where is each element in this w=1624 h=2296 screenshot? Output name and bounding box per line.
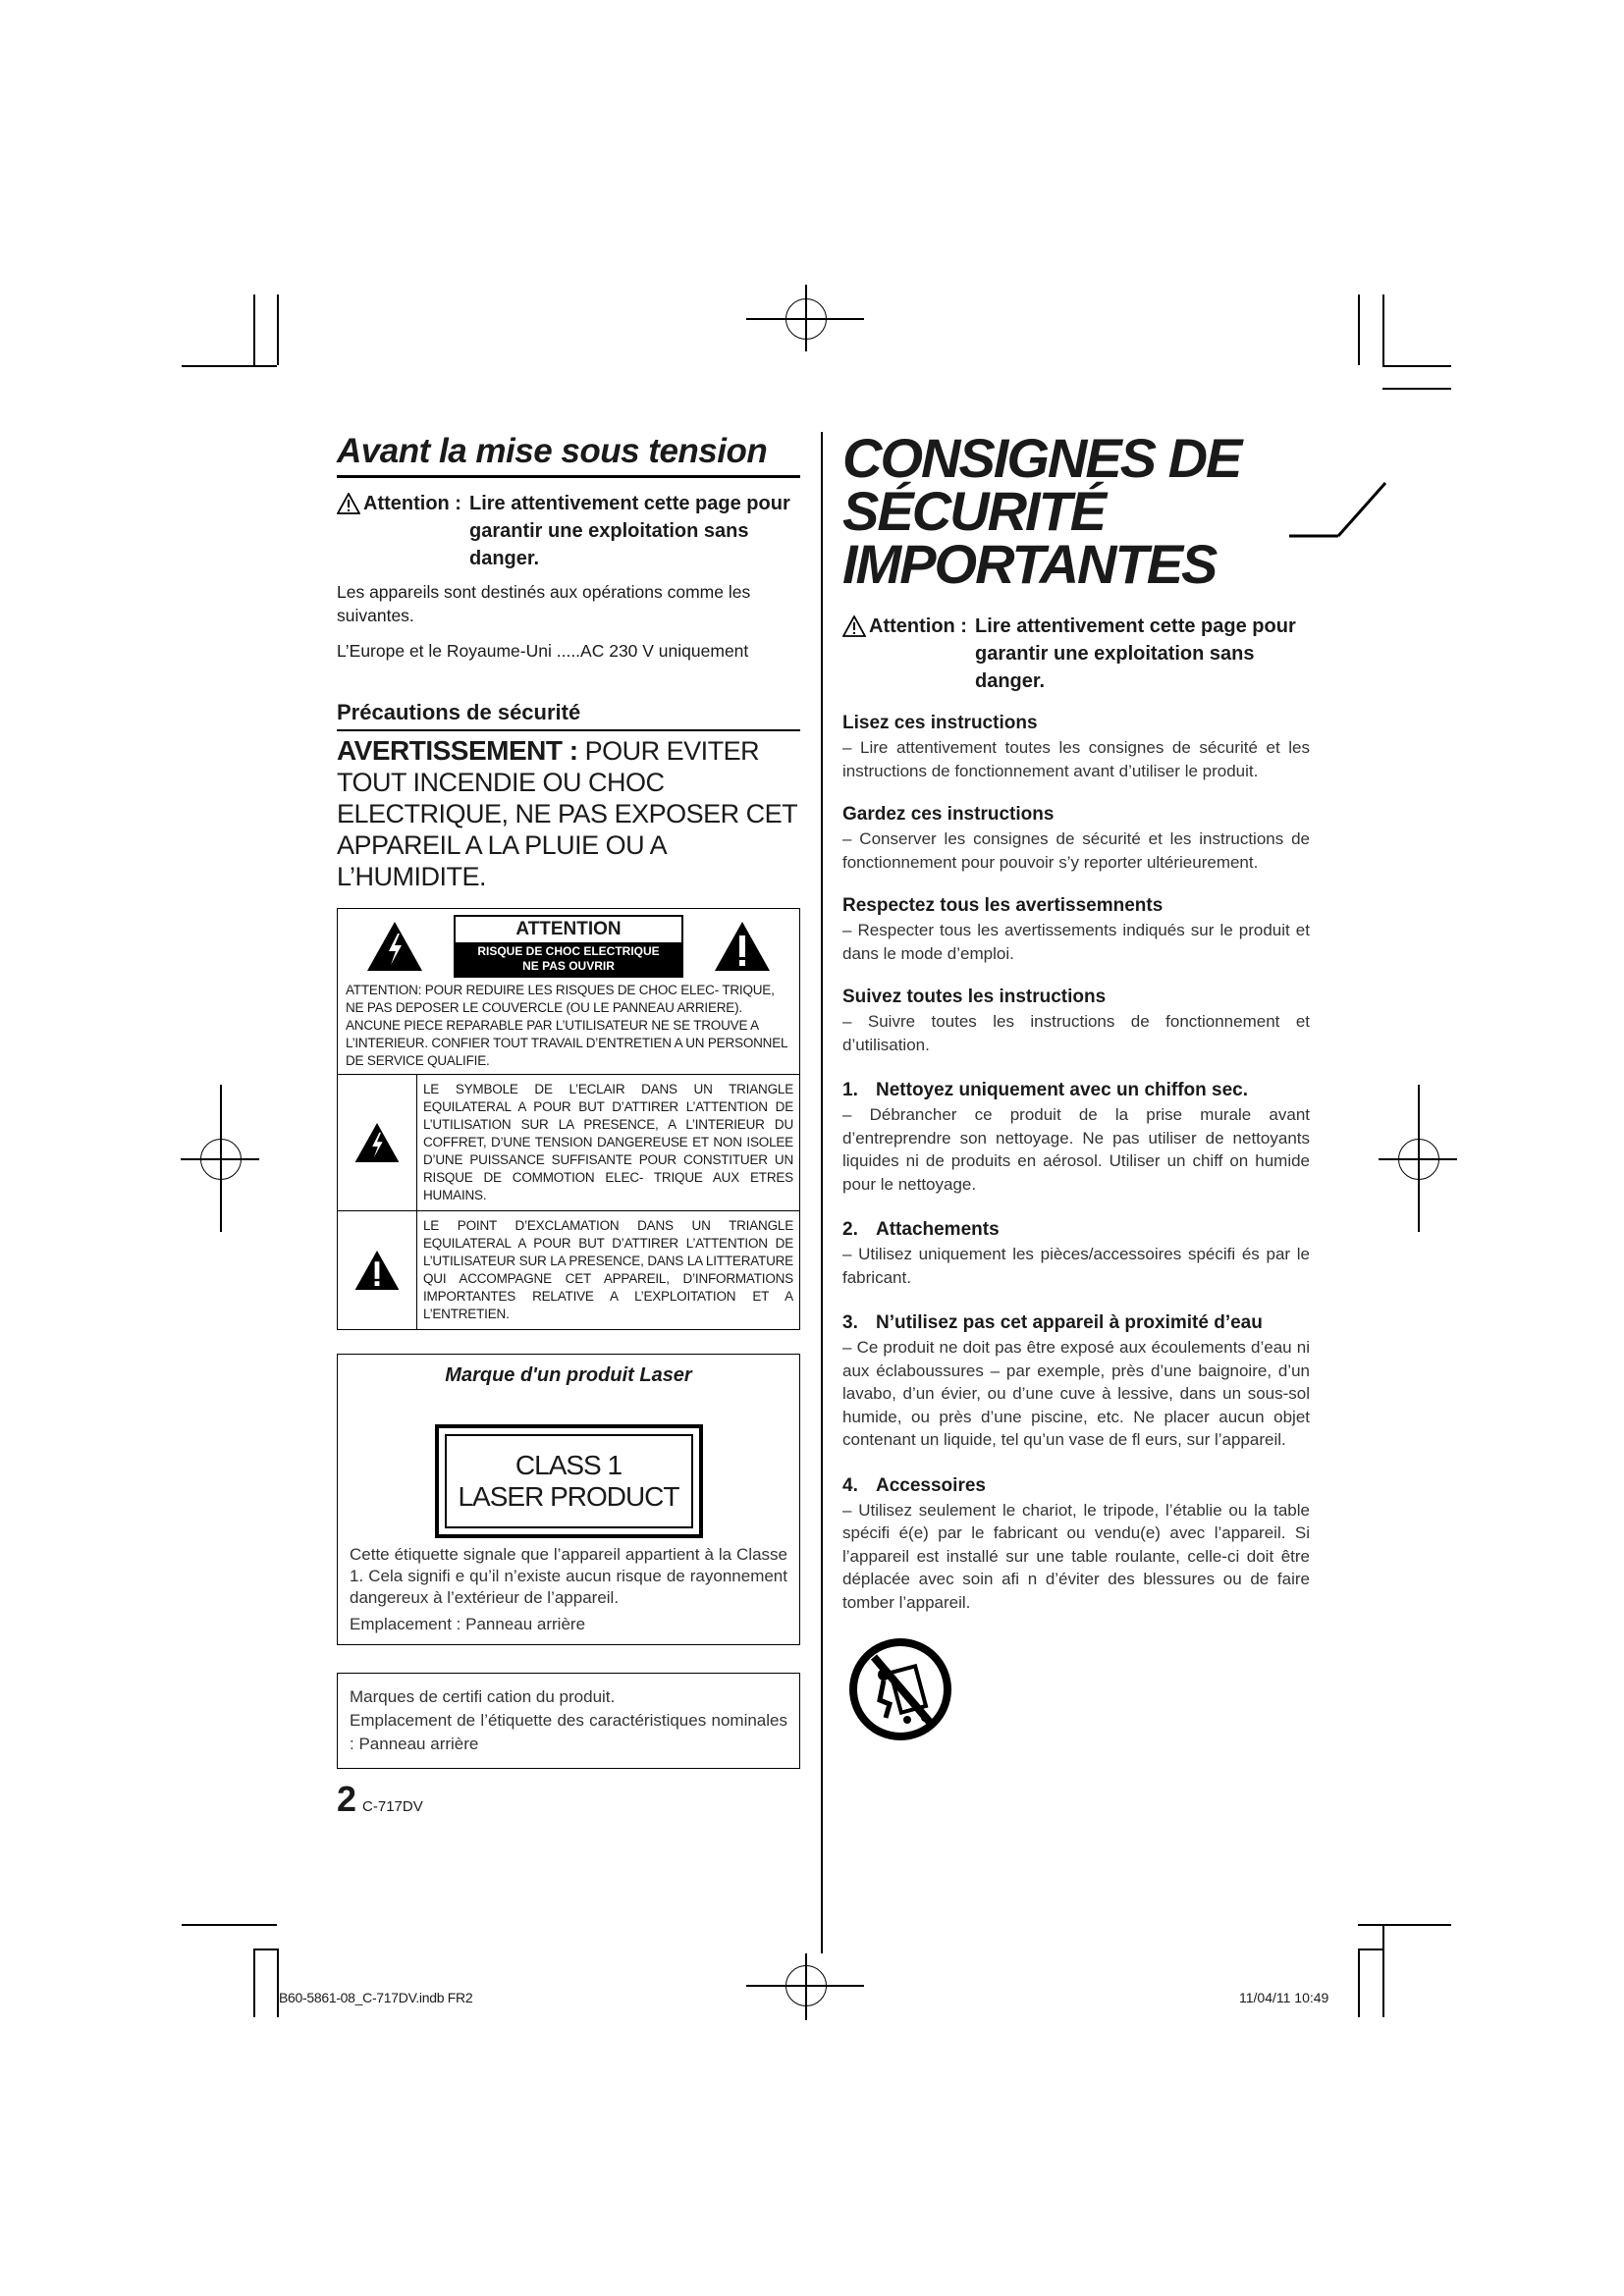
attention-notice	[337, 490, 800, 572]
item-text: – Ce produit ne doit pas être exposé aux écoulements d’eau ni aux éclaboussures – par exemple, près d’une baignoire, d’un lavabo, d’un évier, ou d’une cuve à lessive, dans un sous-sol humide, ou près d’une piscine, etc. Ne placer aucun objet contenant un liquide, tel qu’un vase de fl eurs, sur l’appareil.	[842, 1338, 1310, 1449]
exclamation-text: LE POINT D’EXCLAMATION DANS UN TRIANGLE EQUILATERAL A POUR BUT D’ATTIRER L’ATTENTION DE L’UTILISATEUR SUR LA PRESENCE, DANS LA LITTERATURE QUI ACCOMPAGNE CET APPAREIL, D’INFORMATIONS IMPORTANTES RELATIVE A L’EXPLOITATION ET A L’ENTRETIEN.	[423, 1218, 793, 1321]
numbered-item	[842, 1312, 1310, 1452]
attention-label: Attention :	[869, 615, 967, 637]
instruction-heading: Respectez tous les avertissemnents	[842, 895, 1164, 916]
instruction-text: – Lire attentivement toutes les consignes de sécurité et les instructions de fonctionnement avant d’utiliser le produit.	[842, 738, 1310, 780]
file-slug: B60-5861-08_C-717DV.indb FR2	[279, 1990, 473, 2005]
item-heading: Nettoyez uniquement avec un chiffon sec.	[876, 1080, 1249, 1100]
warning-triangle-icon	[337, 493, 360, 514]
column-divider	[821, 432, 823, 1953]
attention-text: Lire attentivement cette page pour garantir une exploitation sans danger.	[974, 615, 1296, 692]
instruction-heading: Suivez toutes les instructions	[842, 987, 1107, 1007]
right-title-block	[842, 427, 1310, 595]
item-heading: Accessoires	[876, 1474, 986, 1496]
instruction-text: – Respecter tous les avertissements indiqués sur le produit et dans le mode d’emploi.	[842, 921, 1310, 963]
lightning-triangle-icon	[365, 920, 424, 973]
laser-box	[337, 1354, 800, 1645]
page-number: 2	[337, 1779, 357, 1819]
title-swoosh	[1289, 481, 1387, 540]
item-text: – Utilisez uniquement les pièces/accessoires spécifi és par le fabricant.	[842, 1245, 1310, 1287]
big-title-line1: CONSIGNES DE	[842, 427, 1241, 489]
laser-label-line1: CLASS 1	[514, 1450, 623, 1480]
instruction-item	[842, 713, 1310, 782]
warning-bold: AVERTISSEMENT :	[337, 735, 578, 766]
warning-text: POUR EVITER TOUT INCENDIE OU CHOC ELECTRIQUE, NE PAS EXPOSER CET APPAREIL A LA PLUIE OU A L’HUMIDITE.	[337, 736, 797, 891]
numbered-list	[842, 1080, 1310, 1614]
left-column	[337, 432, 800, 1820]
item-number: 2.	[842, 1219, 858, 1240]
badge-title: ATTENTION	[515, 919, 622, 939]
caution-text: ATTENTION: POUR REDUIRE LES RISQUES DE CHOC ELEC- TRIQUE, NE PAS DEPOSER LE COUVERCLE (OU LE PANNEAU ARRIERE). ANCUNE PIECE REPARABLE PAR L’UTILISATEUR NE SE TROUVE A L’INTERIEUR. CONFIER TOUT TRAVAIL D’ENTRETIEN A UN PERSONNEL DE SERVICE QUALIFIE.	[346, 983, 787, 1068]
power-text: L’Europe et le Royaume-Uni .....AC 230 V uniquement	[337, 641, 749, 661]
item-number: 3.	[842, 1312, 858, 1333]
badge-line2: NE PAS OUVRIR	[522, 959, 615, 973]
attention-notice-right	[842, 613, 1310, 695]
safety-title: Précautions de sécurité	[337, 700, 800, 731]
warning-block	[337, 735, 800, 892]
instruction-text: – Conserver les consignes de sécurité et les instructions de fonctionnement pour pouvoir s’y reporter ultérieurement.	[842, 829, 1310, 872]
instruction-text: – Suivre toutes les instructions de fonctionnement et d’utilisation.	[842, 1012, 1310, 1054]
numbered-item	[842, 1080, 1310, 1196]
laser-label	[435, 1424, 703, 1538]
model-name: C-717DV	[362, 1798, 423, 1815]
exclamation-triangle-icon	[713, 920, 772, 973]
date-slug: 11/04/11 10:49	[1239, 1990, 1329, 2005]
cert-line2: Emplacement de l’étiquette des caractéristiques nominales : Panneau arrière	[350, 1711, 787, 1753]
cart-warning-icon	[846, 1635, 954, 1743]
item-heading: N’utilisez pas cet appareil à proximité d’eau	[876, 1312, 1263, 1333]
attention-text: Lire attentivement cette page pour garantir une exploitation sans danger.	[468, 493, 790, 569]
caution-box	[337, 908, 800, 1330]
attention-badge	[454, 915, 683, 978]
laser-label-line2: LASER PRODUCT	[458, 1481, 679, 1512]
intro-text: Les appareils sont destinés aux opérations comme les suivantes.	[337, 582, 751, 625]
exclamation-triangle-icon	[353, 1249, 401, 1292]
item-number: 4.	[842, 1474, 858, 1496]
instruction-heading: Lisez ces instructions	[842, 713, 1038, 733]
big-title-line2: SÉCURITÉ IMPORTANTES	[842, 480, 1217, 595]
lightning-text: LE SYMBOLE DE L’ECLAIR DANS UN TRIANGLE EQUILATERAL A POUR BUT D’ATTIRER L’ATTENTION DE L’UTILISATION SUR LA PRESENCE, A L’INTERIEUR DU COFFRET, D’UNE TENSION DANGEREUSE ET NON ISOLEE D’UNE PUISSANCE SUFFISANTE POUR CONSTITUER UN RISQUE DE COMMOTION ELEC- TRIQUE AUX ETRES HUMAINS.	[423, 1082, 793, 1202]
item-text: – Utilisez seulement le chariot, le tripode, l’établie ou la table spécifi é(e) par le fabricant ou vendu(e) avec l’appareil. Si l’appareil est installé sur une table roulante, celle-ci doit être déplacée avec soin afi n d’éviter des blessures ou de faire tomber l’appareil.	[842, 1500, 1310, 1612]
lightning-triangle-icon	[353, 1121, 401, 1164]
item-heading: Attachements	[876, 1219, 1000, 1240]
right-column	[842, 427, 1310, 1748]
page-footer	[337, 1779, 800, 1820]
laser-title: Marque d'un produit Laser	[445, 1364, 692, 1386]
attention-label: Attention :	[363, 493, 461, 514]
instruction-item	[842, 987, 1310, 1056]
instruction-item	[842, 895, 1310, 965]
section-title: Avant la mise sous tension	[337, 432, 800, 478]
instruction-item	[842, 804, 1310, 874]
item-number: 1.	[842, 1080, 858, 1100]
instruction-heading: Gardez ces instructions	[842, 804, 1055, 825]
warning-triangle-icon	[842, 615, 866, 637]
cert-line1: Marques de certifi cation du produit.	[350, 1687, 616, 1706]
numbered-item	[842, 1475, 1310, 1615]
badge-line1: RISQUE DE CHOC ELECTRIQUE	[477, 944, 660, 958]
laser-text: Cette étiquette signale que l’appareil appartient à la Classe 1. Cela signifi e qu’il n’existe aucun risque de rayonnement dangereux à l’extérieur de l’appareil.	[350, 1545, 787, 1607]
numbered-item	[842, 1219, 1310, 1289]
certification-box	[337, 1673, 800, 1769]
instruction-list	[842, 713, 1310, 1056]
item-text: – Débrancher ce produit de la prise murale avant d’entreprendre son nettoyage. Ne pas utiliser de nettoyants liquides ni de produits en aérosol. Utiliser un chiff on humide pour le nettoyage.	[842, 1105, 1310, 1194]
laser-location: Emplacement : Panneau arrière	[350, 1615, 586, 1633]
